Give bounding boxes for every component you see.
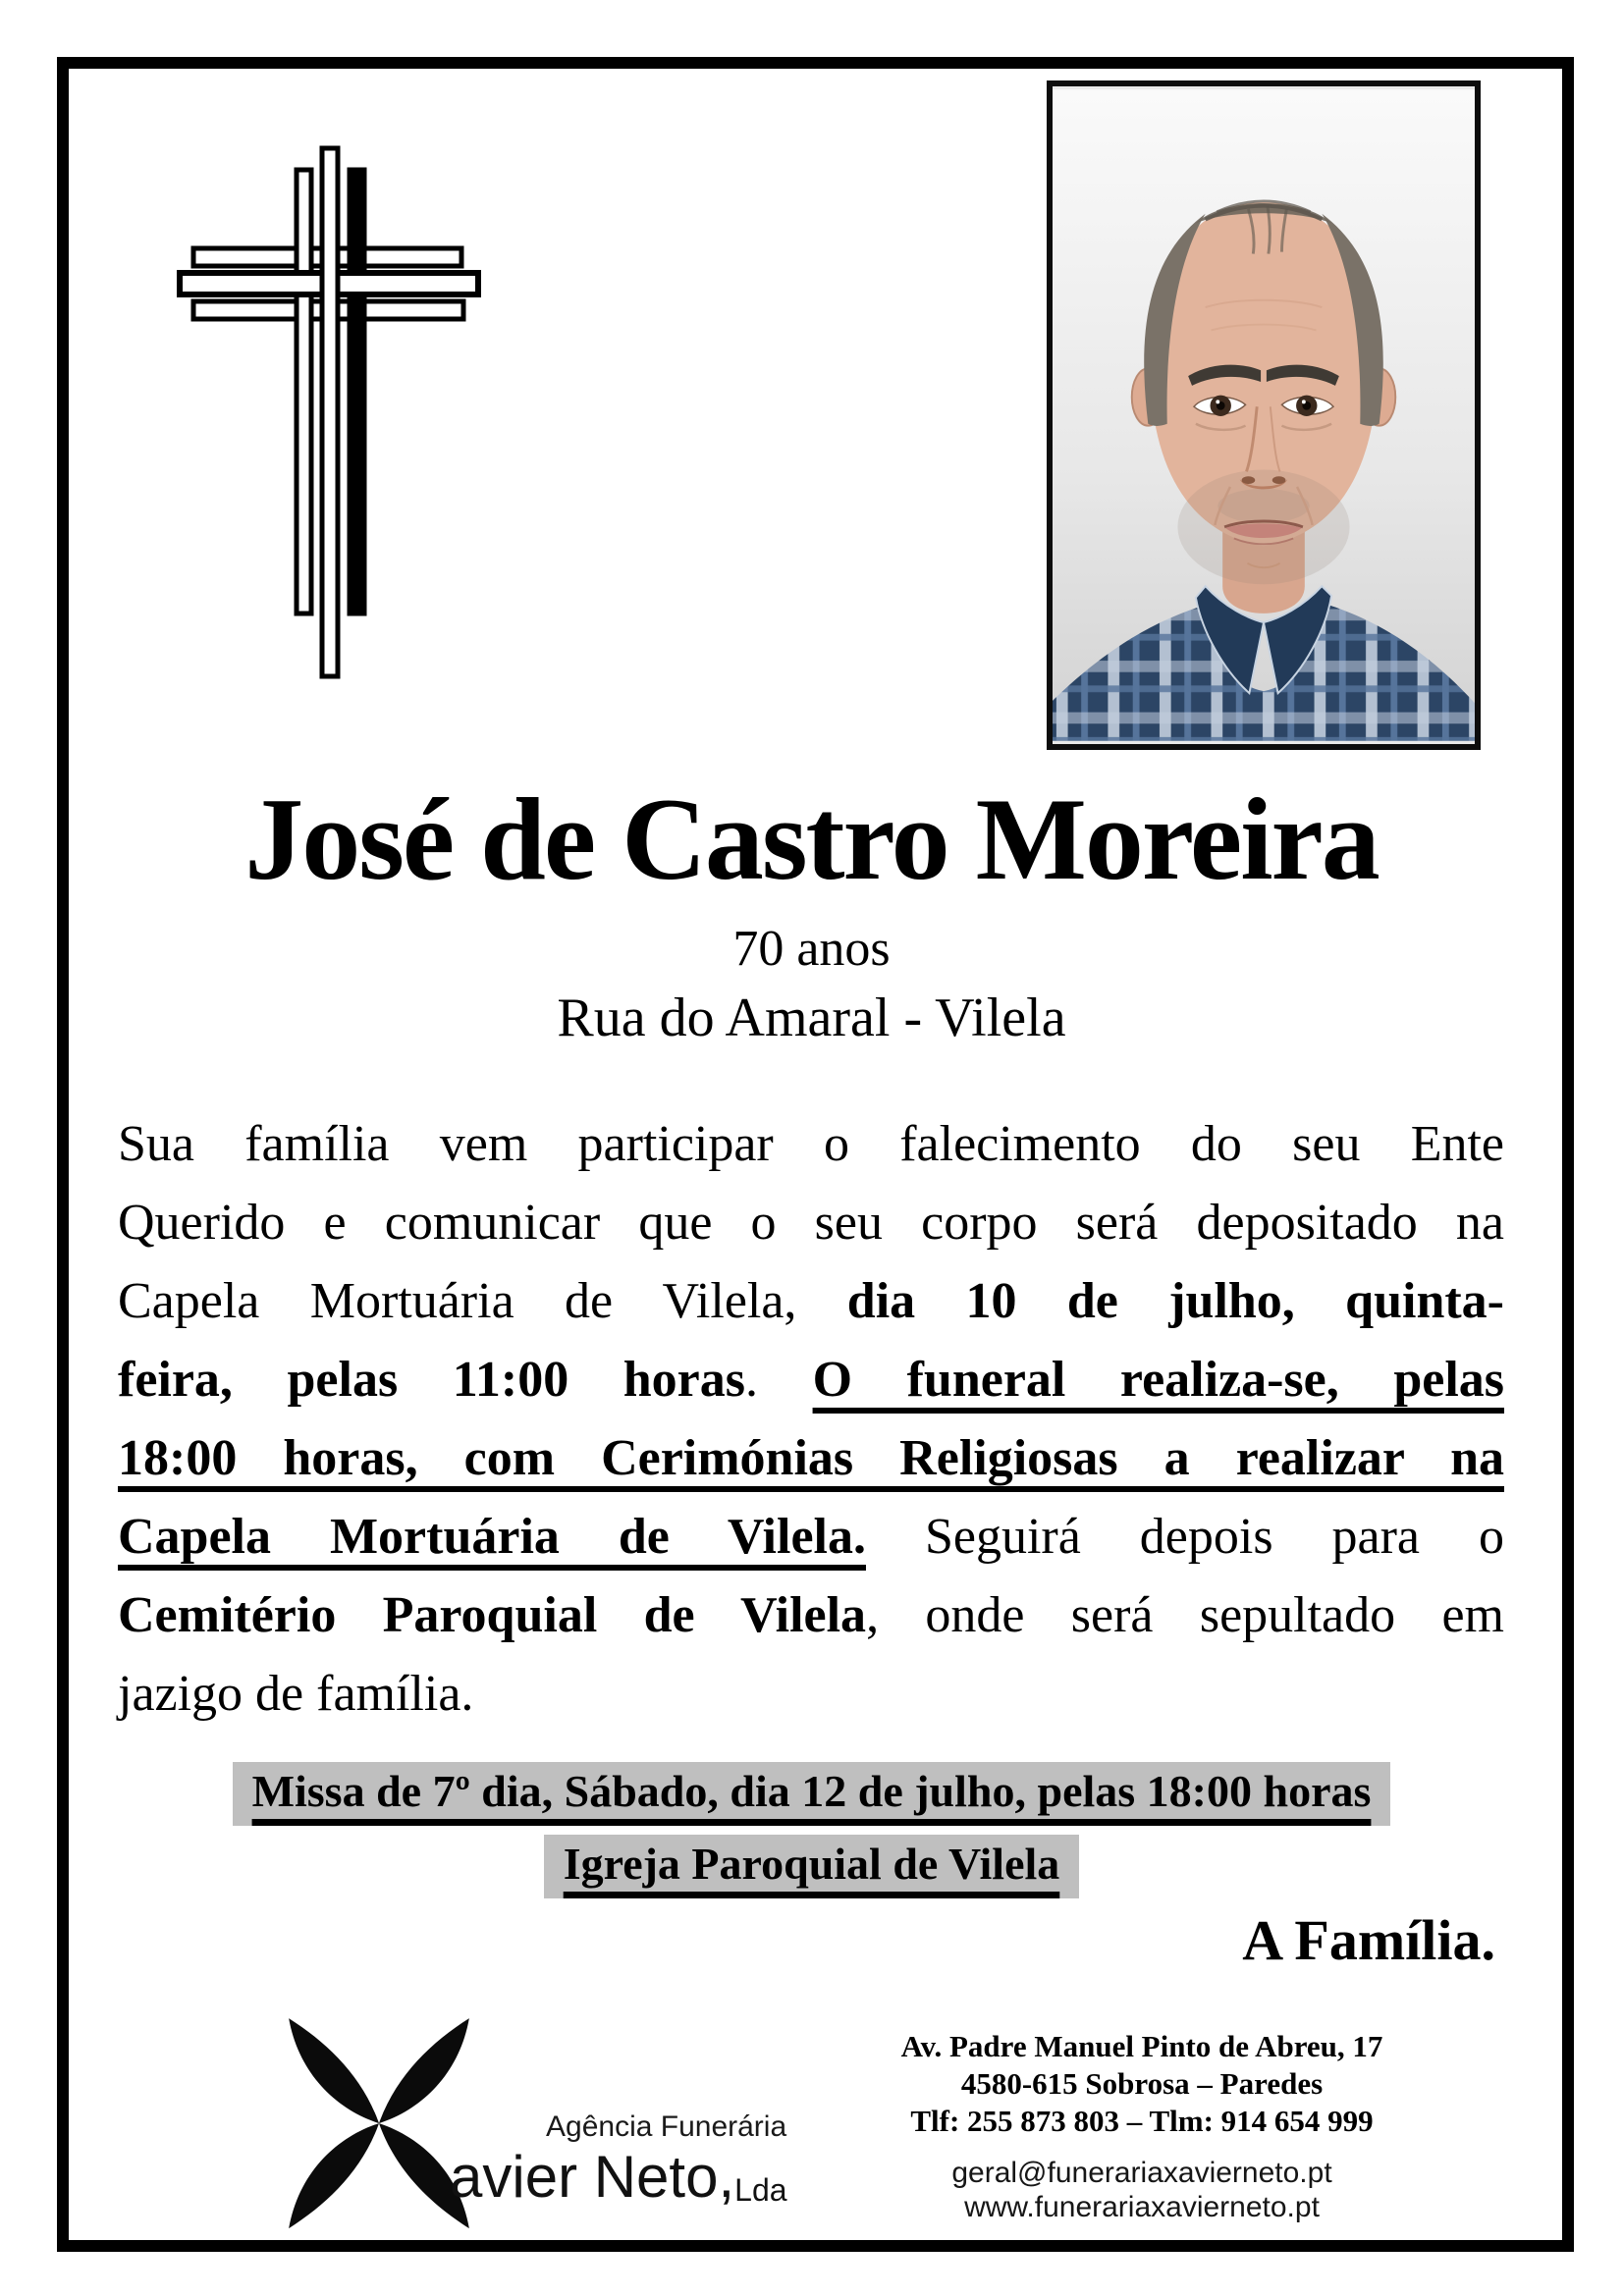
body-line (118, 1262, 1504, 1341)
body-line (118, 1576, 1504, 1655)
body-line (118, 1419, 1504, 1498)
body-line (118, 1498, 1504, 1576)
agency-name-suffix: Lda (734, 2172, 787, 2208)
body-line-segment: Capela Mortuária de Vilela, (118, 1273, 847, 1329)
agency-name-main: avier Neto, (450, 2144, 735, 2210)
body-line-segment: Seguirá depois para o (865, 1509, 1504, 1565)
body-line-segment: jazigo de família. (118, 1666, 474, 1722)
agency-web-block (869, 2156, 1415, 2224)
mass-notice-line2-text: Igreja Paroquial de Vilela (544, 1835, 1080, 1898)
family-signature: A Família. (1242, 1908, 1495, 1972)
body-line-segment: Sua família vem participar o falecimento do seu Ente (118, 1116, 1504, 1172)
deceased-address: Rua do Amaral - Vilela (557, 988, 1066, 1048)
body-line-segment: Querido e comunicar que o seu corpo será depositado na (118, 1195, 1504, 1251)
agency-address-line2: 4580-615 Sobrosa – Paredes (960, 2066, 1324, 2101)
agency-label: Agência Funerária (546, 2110, 787, 2143)
agency-website: www.funerariaxavierneto.pt (964, 2191, 1320, 2223)
agency-name (450, 2146, 787, 2217)
body-line-segment-bold-underline: 18:00 horas, com Cerimónias Religiosas a realizar na (118, 1430, 1504, 1486)
mass-notice-line2 (0, 1833, 1623, 1896)
body-line-segment: , onde será sepultado em (866, 1587, 1504, 1643)
woven-cross-icon (177, 142, 481, 682)
body-line-segment-bold-underline: O funeral realiza-se, pelas (812, 1352, 1505, 1408)
body-line-segment-bold: feira, pelas 11:00 horas (118, 1352, 745, 1408)
deceased-portrait-photo (1047, 80, 1481, 750)
obituary-text (118, 1105, 1504, 1734)
body-line-segment-bold: dia 10 de julho, quinta- (846, 1273, 1504, 1329)
agency-contact-block (869, 2028, 1415, 2224)
agency-phones: Tlf: 255 873 803 – Tlm: 914 654 999 (910, 2104, 1374, 2138)
page-title-deceased-name: José de Castro Moreira (244, 774, 1379, 904)
body-line-segment-bold-underline: Capela Mortuária de Vilela. (118, 1509, 866, 1565)
body-line (118, 1655, 1504, 1734)
body-line (118, 1184, 1504, 1262)
agency-email: geral@funerariaxavierneto.pt (951, 2157, 1332, 2189)
body-line-segment: . (745, 1352, 813, 1408)
agency-address-line1: Av. Padre Manuel Pinto de Abreu, 17 (900, 2029, 1383, 2063)
mass-notice-line1 (0, 1760, 1623, 1823)
body-line (118, 1105, 1504, 1184)
mass-notice-line1-text: Missa de 7º dia, Sábado, dia 12 de julho, pelas 18:00 horas (233, 1762, 1391, 1826)
deceased-age: 70 anos (732, 921, 891, 977)
mass-notice (0, 1760, 1623, 1905)
body-line-segment-bold: Cemitério Paroquial de Vilela (118, 1587, 867, 1643)
body-line (118, 1341, 1504, 1419)
